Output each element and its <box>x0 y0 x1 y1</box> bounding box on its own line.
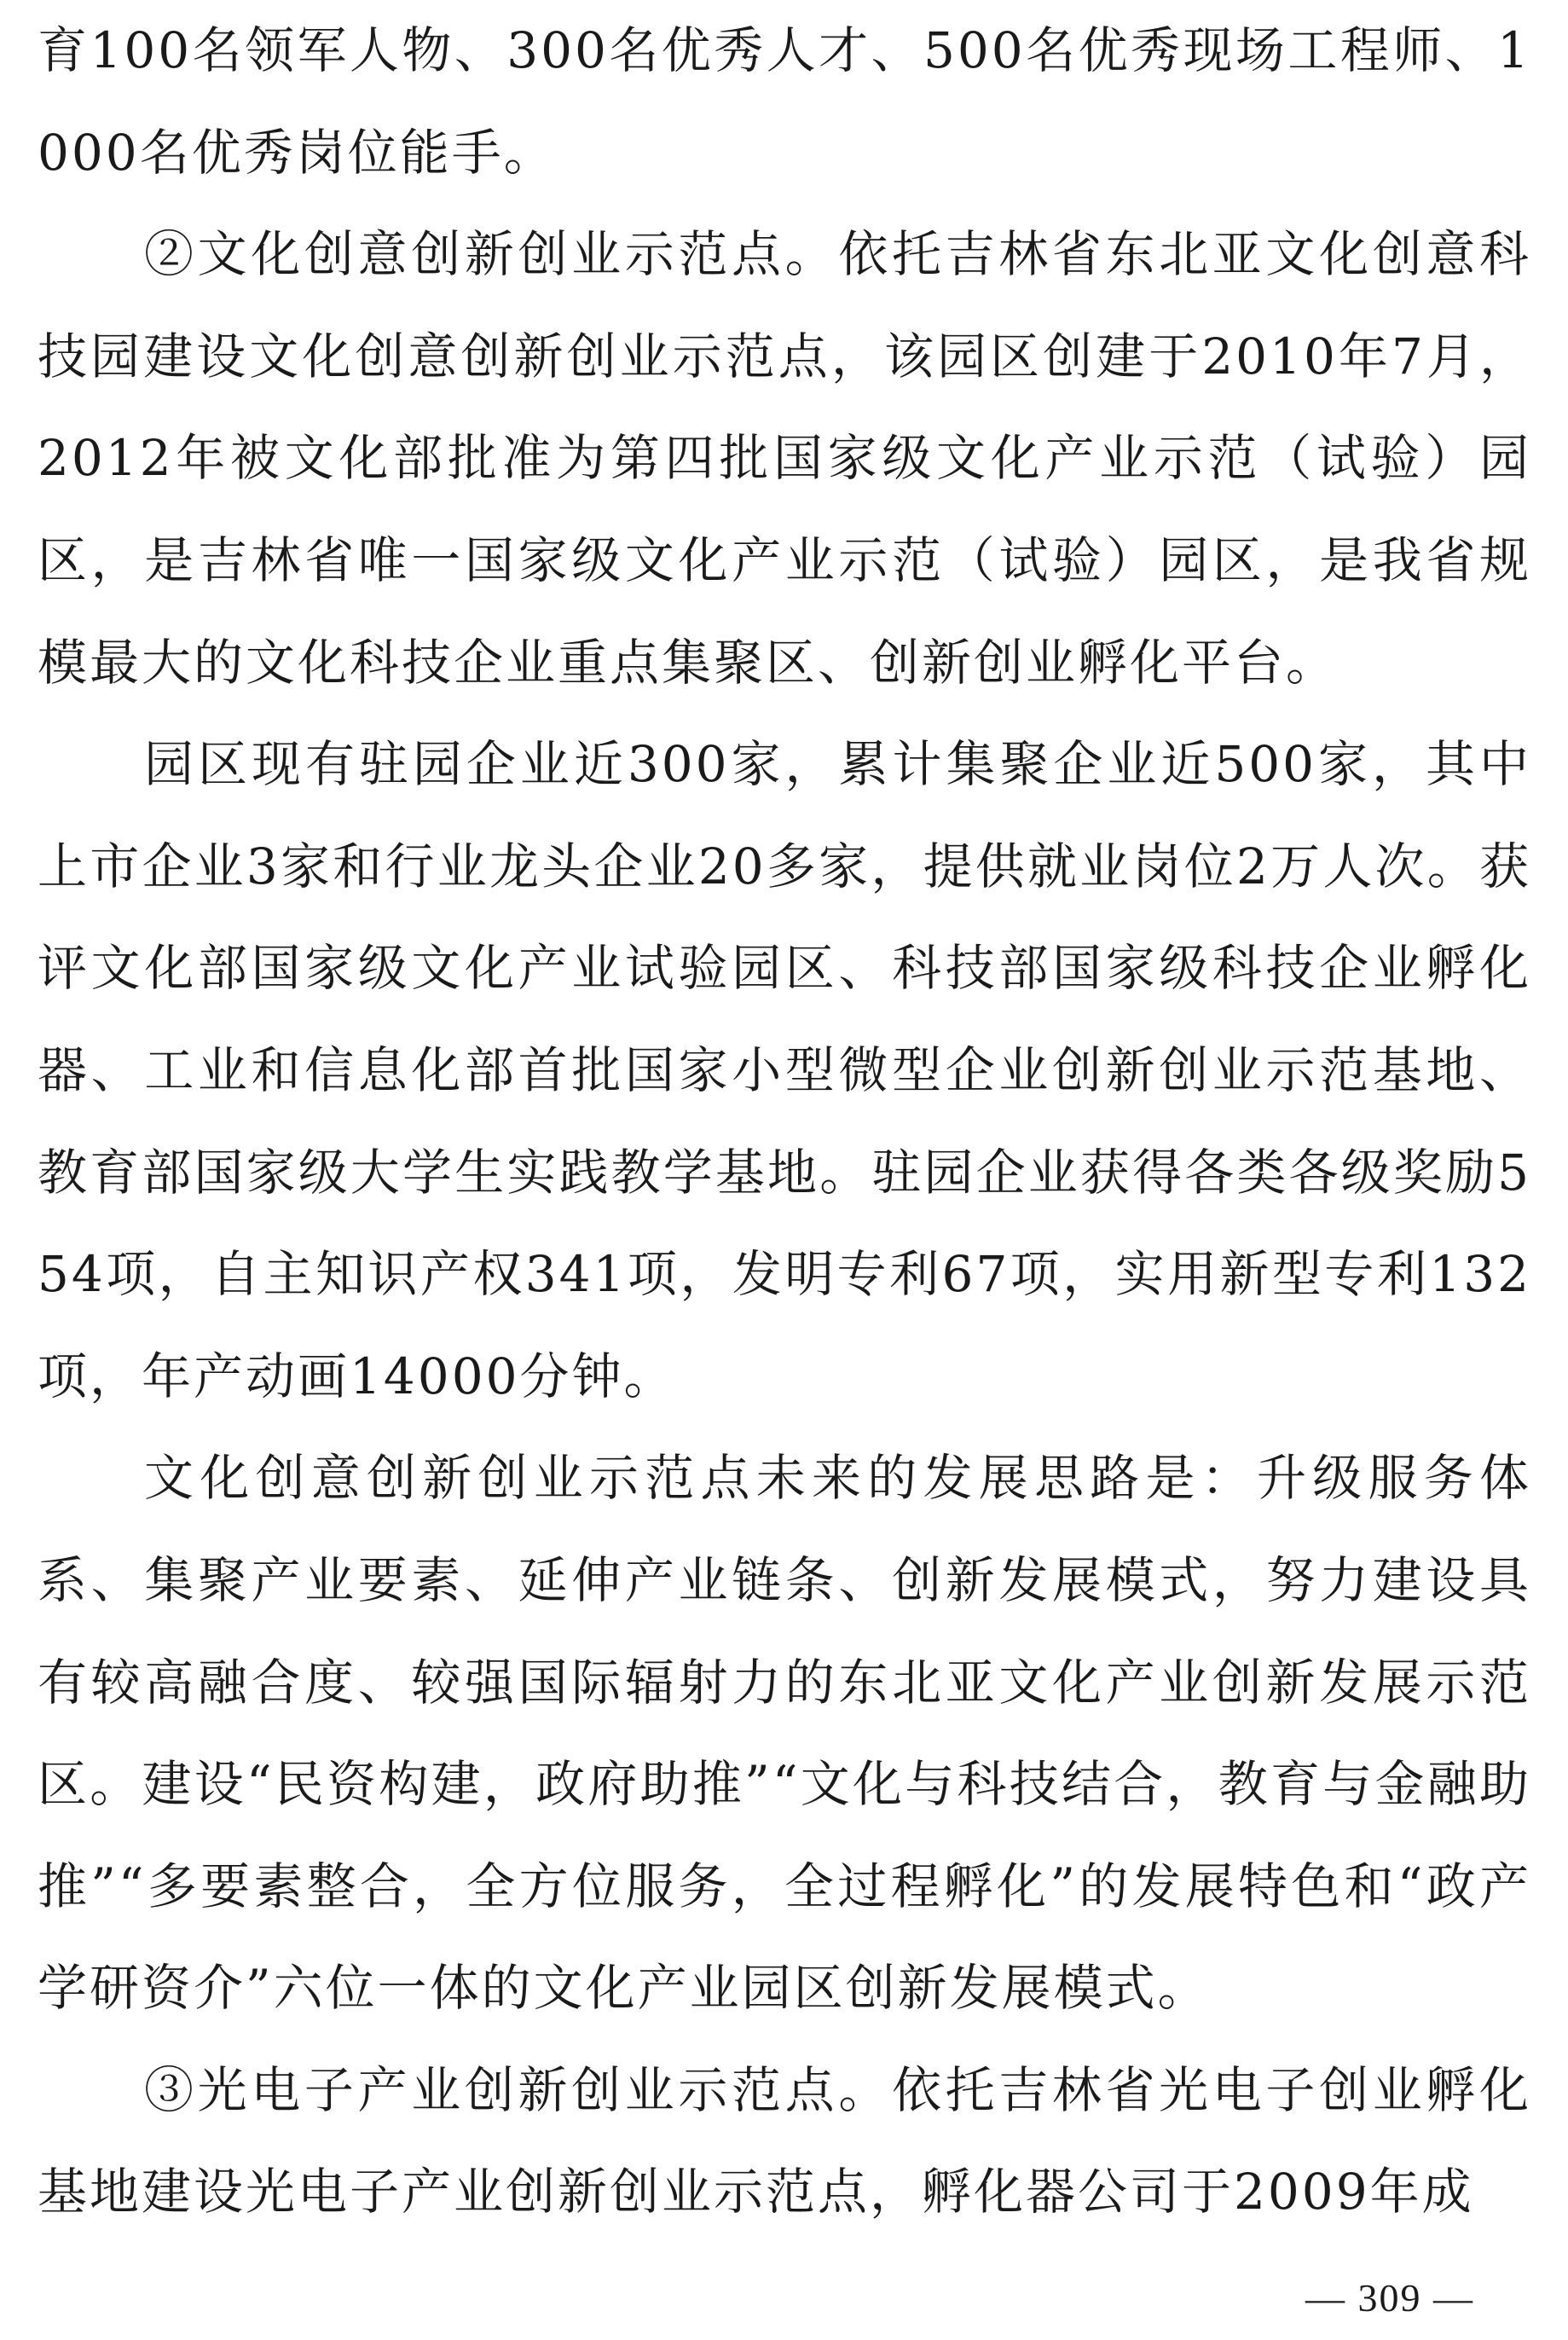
paragraph-development-plan: 文化创意创新创业示范点未来的发展思路是：升级服务体系、集聚产业要素、延伸产业链条、创新发展模式，努力建设具有较高融合度、较强国际辐射力的东北亚文化产业创新发展示范区。建设“民资构建，政府助推”“文化与科技结合，教育与金融助推”“多要素整合，全方位服务，全过程孵化”的发展特色和“政产学研资介”六位一体的文化产业园区创新发展模式。 <box>38 1449 1531 2018</box>
paragraph-optoelectronics-site: ③光电子产业创新创业示范点。依托吉林省光电子创业孵化基地建设光电子产业创新创业示范点，孵化器公司于2009年成 <box>38 2060 1531 2221</box>
paragraph-continuation: 育100名领军人物、300名优秀人才、500名优秀现场工程师、1000名优秀岗位能手。 <box>38 21 1531 182</box>
document-page <box>38 0 1531 2244</box>
paragraph-park-statistics: 园区现有驻园企业近300家，累计集聚企业近500家，其中上市企业3家和行业龙头企业20多家，提供就业岗位2万人次。获评文化部国家级文化产业试验园区、科技部国家级科技企业孵化器、工业和信息化部首批国家小型微型企业创新创业示范基地、教育部国家级大学生实践教学基地。驻园企业获得各类各级奖励554项，自主知识产权341项，发明专利67项，实用新型专利132项，年产动画14000分钟。 <box>38 735 1531 1405</box>
paragraph-cultural-creative-site: ②文化创意创新创业示范点。依托吉林省东北亚文化创意科技园建设文化创意创新创业示范点，该园区创建于2010年7月，2012年被文化部批准为第四批国家级文化产业示范（试验）园区，是吉林省唯一国家级文化产业示范（试验）园区，是我省规模最大的文化科技企业重点集聚区、创新创业孵化平台。 <box>38 225 1531 692</box>
page-number: — 309 — <box>1305 2276 1474 2320</box>
